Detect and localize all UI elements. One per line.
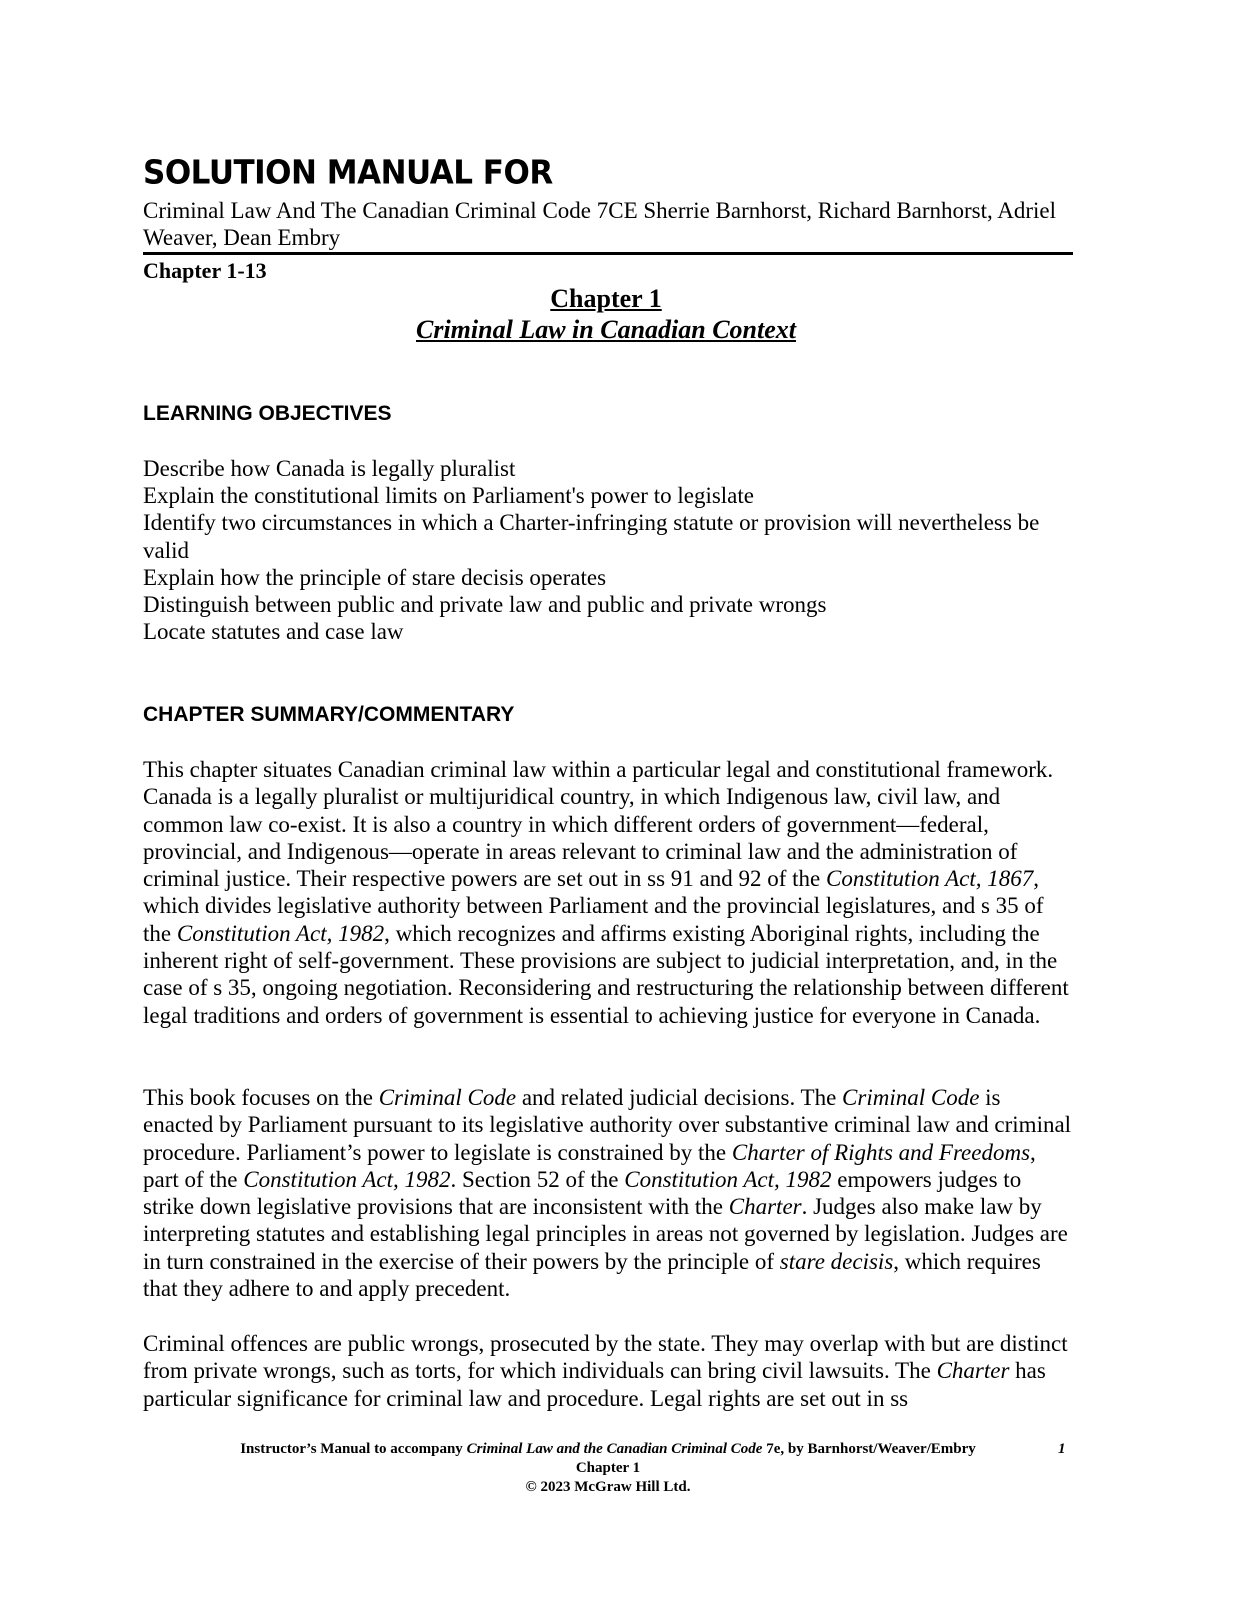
italic-run: Constitution Act, 1982: [624, 1166, 832, 1192]
objective-item: Describe how Canada is legally pluralist: [143, 456, 516, 481]
learning-objectives-list: [143, 455, 1083, 645]
text-run: This book focuses on the: [143, 1085, 379, 1110]
chapter-number-text: Chapter 1: [550, 284, 662, 313]
italic-run: Constitution Act, 1982: [243, 1166, 451, 1192]
objective-item: Explain the constitutional limits on Parliament's power to legislate: [143, 483, 754, 509]
summary-paragraph-1: [143, 756, 1073, 1029]
page-footer: [143, 1440, 1073, 1497]
text-run: 7e, by Barnhorst/Weaver/Embry: [762, 1441, 976, 1457]
text-run: , which requires that they adhere to and apply precedent.: [143, 1248, 1041, 1302]
summary-paragraph-3: [143, 1330, 1073, 1412]
learning-objectives-heading: LEARNING OBJECTIVES: [143, 402, 392, 425]
chapter-number: [0, 284, 1212, 314]
summary-heading: CHAPTER SUMMARY/COMMENTARY: [143, 703, 515, 726]
header-rule: [143, 252, 1073, 255]
chapter-title-text: Criminal Law in Canadian Context: [416, 315, 796, 344]
text-run: Criminal offences are public wrongs, prosecuted by the state. They may overlap with but are distinct from private wrongs, such as torts, for which individuals can bring civil lawsuits. The: [143, 1331, 1068, 1384]
footer-line-2: Chapter 1: [575, 1460, 641, 1476]
book-info: Criminal Law And The Canadian Criminal Code 7CE Sherrie Barnhorst, Richard Barnhorst, Adriel Weaver, Dean Embry: [143, 198, 1057, 250]
summary-paragraph-2: [143, 1084, 1073, 1302]
objective-item: Identify two circumstances in which a Charter-infringing statute or provision will nevertheless be valid: [143, 510, 1040, 563]
italic-run: stare decisis: [779, 1248, 894, 1274]
text-run: is enacted by Parliament pursuant to its legislative authority over substantive criminal law and criminal procedure. Parliament’s power to legislate is constrained by the: [143, 1085, 1072, 1165]
text-run: empowers judges to strike down legislative provisions that are inconsistent with the: [143, 1166, 1022, 1220]
italic-run: Criminal Code: [842, 1085, 980, 1110]
manual-title: SOLUTION MANUAL FOR: [143, 154, 553, 192]
text-run: , part of the: [143, 1139, 1036, 1192]
text-run: This chapter situates Canadian criminal law within a particular legal and constitutional framework. Canada is a legally pluralist or multijuridical country, in which Indigenous law, civil law, and common law co-exist. It is also a country in which different orders of government—federal, provincial, and Indigenous—operate in areas relevant to criminal law and the administration of criminal justice. Their respective powers are set out in ss 91 and 92 of the: [143, 757, 1054, 892]
chapter-title: [0, 315, 1212, 345]
text-run: . Judges also make law by interpreting statutes and establishing legal principles in areas not governed by legislation. Judges are in turn constrained in the exercise of their powers by the principle of: [143, 1194, 1068, 1274]
italic-run: Charter: [936, 1358, 1010, 1384]
footer-line-1: [143, 1440, 1073, 1459]
text-run: . Section 52 of the: [450, 1166, 625, 1192]
italic-run: Criminal Law and the Canadian Criminal Code: [466, 1441, 763, 1457]
objective-item: Locate statutes and case law: [143, 619, 404, 645]
text-run: has particular significance for criminal law and procedure. Legal rights are set out in ss: [143, 1358, 1046, 1411]
text-run: Instructor’s Manual to accompany: [240, 1441, 467, 1457]
objective-item: Explain how the principle of stare decisis operates: [143, 564, 607, 590]
footer-line-3: © 2023 McGraw Hill Ltd.: [525, 1479, 691, 1495]
italic-run: Constitution Act, 1982: [176, 920, 385, 946]
italic-run: Criminal Code: [378, 1085, 517, 1110]
page-number: 1: [1058, 1441, 1066, 1457]
text-run: and related judicial decisions. The: [516, 1085, 843, 1110]
italic-run: Constitution Act, 1867: [826, 866, 1034, 892]
italic-run: Charter of Rights and Freedoms: [731, 1139, 1031, 1165]
text-run: , which recognizes and affirms existing Aboriginal rights, including the inherent right of self-government. These provisions are subject to judicial interpretation, and, in the case of s 35, ongoing negotiation. Reconsidering and restructuring the relationship between different legal traditions and orders of government is essential to achieving justice for everyone in Canada.: [143, 920, 1069, 1028]
objective-item: Distinguish between public and private law and public and private wrongs: [143, 592, 827, 618]
chapters-range: Chapter 1-13: [143, 258, 267, 283]
italic-run: Charter: [728, 1194, 802, 1220]
text-run: , which divides legislative authority between Parliament and the provincial legislatures, and s 35 of the: [143, 866, 1044, 946]
